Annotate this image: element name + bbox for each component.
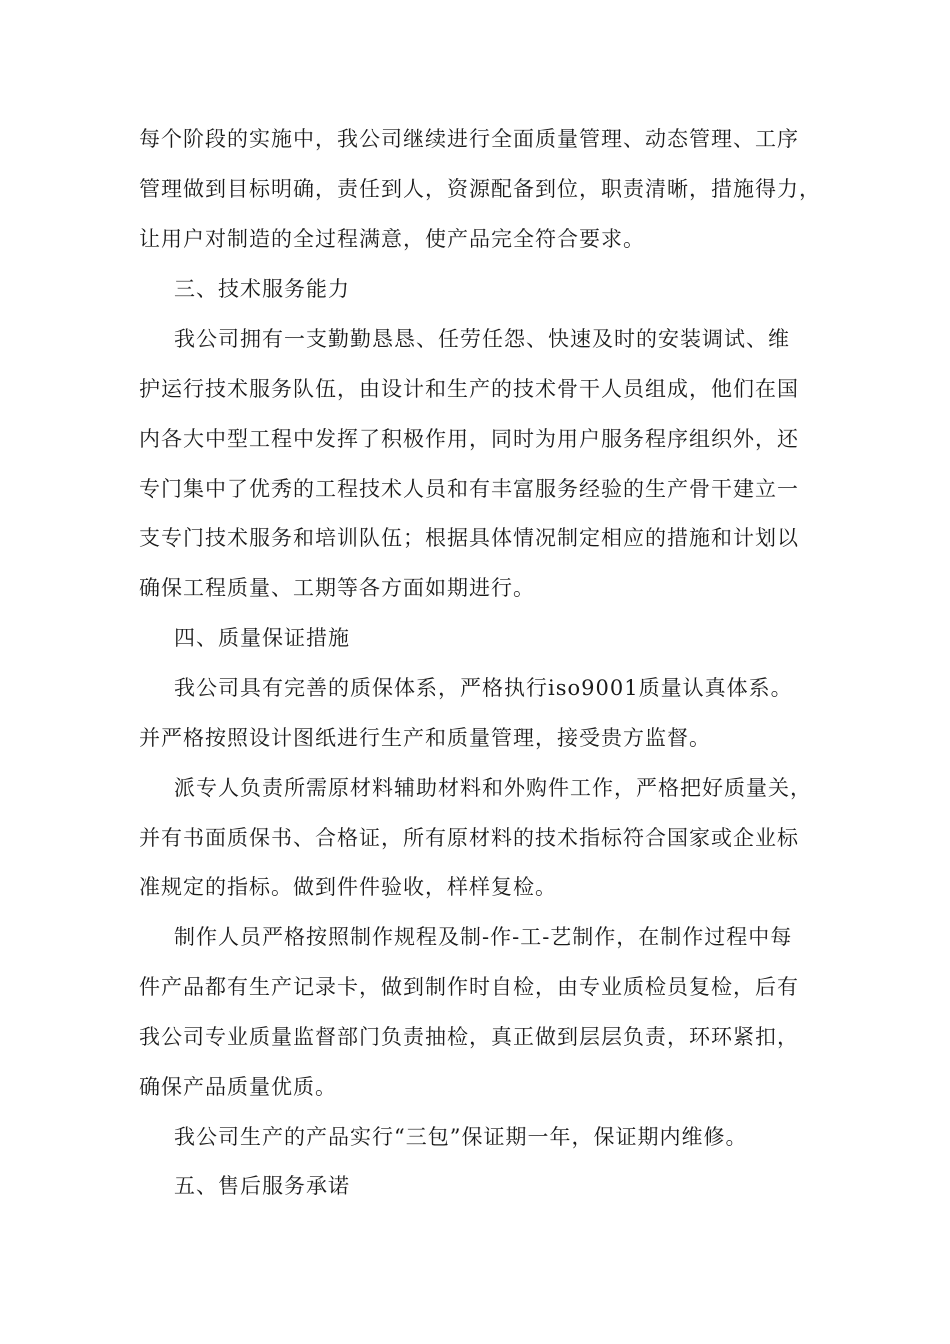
paragraph-line: 护运行技术服务队伍，由设计和生产的技术骨干人员组成，他们在国 — [139, 377, 799, 401]
section-heading: 五、售后服务承诺 — [174, 1174, 350, 1198]
paragraph-line: 管理做到目标明确，责任到人，资源配备到位，职责清晰，措施得力， — [139, 177, 821, 201]
paragraph-line: 每个阶段的实施中，我公司继续进行全面质量管理、动态管理、工序 — [139, 127, 799, 151]
paragraph-line: 准规定的指标。做到件件验收，样样复检。 — [139, 875, 557, 899]
paragraph-line: 制作人员严格按照制作规程及制-作-工-艺制作，在制作过程中每 — [174, 925, 793, 949]
section-heading: 三、技术服务能力 — [174, 277, 350, 301]
paragraph-line: 并严格按照设计图纸进行生产和质量管理，接受贵方监督。 — [139, 726, 711, 750]
paragraph-line: 我公司专业质量监督部门负责抽检，真正做到层层负责，环环紧扣， — [139, 1025, 799, 1049]
paragraph-line: 我公司拥有一支勤勤恳恳、任劳任怨、快速及时的安装调试、维 — [174, 327, 790, 351]
paragraph-line: 件产品都有生产记录卡，做到制作时自检，由专业质检员复检，后有 — [139, 975, 799, 999]
paragraph-line: 支专门技术服务和培训队伍；根据具体情况制定相应的措施和计划以 — [139, 526, 799, 550]
paragraph-line: 专门集中了优秀的工程技术人员和有丰富服务经验的生产骨干建立一 — [139, 477, 799, 501]
paragraph-line: 内各大中型工程中发挥了积极作用，同时为用户服务程序组织外，还 — [139, 427, 799, 451]
paragraph-line: 派专人负责所需原材料辅助材料和外购件工作，严格把好质量关， — [174, 776, 812, 800]
section-heading: 四、质量保证措施 — [174, 626, 350, 650]
paragraph-line: 并有书面质保书、合格证，所有原材料的技术指标符合国家或企业标 — [139, 826, 799, 850]
paragraph-line: 让用户对制造的全过程满意，使产品完全符合要求。 — [139, 227, 645, 251]
paragraph-line: 我公司生产的产品实行“三包”保证期一年，保证期内维修。 — [174, 1125, 748, 1149]
paragraph-line: 确保产品质量优质。 — [139, 1075, 337, 1099]
paragraph-line: 确保工程质量、工期等各方面如期进行。 — [139, 576, 535, 600]
paragraph-line: 我公司具有完善的质保体系，严格执行iso9001质量认真体系。 — [174, 676, 793, 700]
